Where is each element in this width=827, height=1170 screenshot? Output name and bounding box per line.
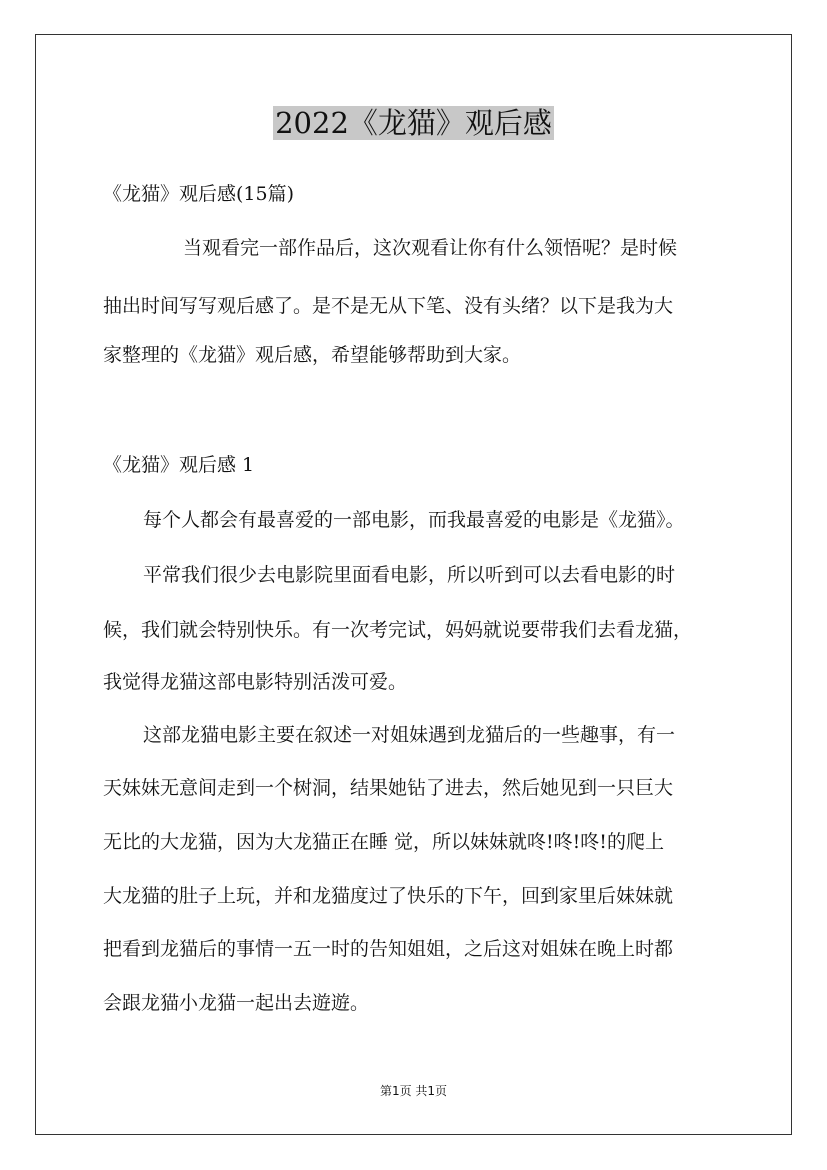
body-line: 每个人都会有最喜爱的一部电影，而我最喜爱的电影是《龙猫》。 xyxy=(143,509,685,531)
body-line: 天妹妹无意间走到一个树洞，结果她钻了进去，然后她见到一只巨大 xyxy=(103,777,674,799)
body-line: 会跟龙猫小龙猫一起出去遊遊。 xyxy=(103,992,370,1014)
intro-line: 抽出时间写写观后感了。是不是无从下笔、没有头绪？以下是我为大 xyxy=(103,295,674,317)
body-line: 把看到龙猫后的事情一五一时的告知姐姐，之后这对姐妹在晚上时都 xyxy=(103,938,674,960)
body-line: 候，我们就会特别快乐。有一次考完试，妈妈就说要带我们去看龙猫， xyxy=(103,619,693,641)
body-line: 我觉得龙猫这部电影特别活泼可爱。 xyxy=(103,671,408,693)
document-subtitle: 《龙猫》观后感(15篇) xyxy=(103,183,295,205)
body-line: 平常我们很少去电影院里面看电影，所以听到可以去看电影的时 xyxy=(143,564,676,586)
intro-line: 当观看完一部作品后，这次观看让你有什么领悟呢？是时候 xyxy=(183,237,678,259)
document-title xyxy=(0,103,827,143)
body-line: 无比的大龙猫，因为大龙猫正在睡 觉，所以妹妹就咚!咚!咚!的爬上 xyxy=(103,831,664,853)
intro-line: 家整理的《龙猫》观后感，希望能够帮助到大家。 xyxy=(103,344,522,366)
body-line: 大龙猫的肚子上玩，并和龙猫度过了快乐的下午，回到家里后妹妹就 xyxy=(103,885,674,907)
document-title-text: 2022《龙猫》观后感 xyxy=(275,106,552,140)
body-line: 这部龙猫电影主要在叙述一对姐妹遇到龙猫后的一些趣事，有一 xyxy=(143,724,676,746)
section-heading: 《龙猫》观后感 1 xyxy=(103,454,255,476)
page-footer: 第1页 共1页 xyxy=(379,1084,448,1098)
